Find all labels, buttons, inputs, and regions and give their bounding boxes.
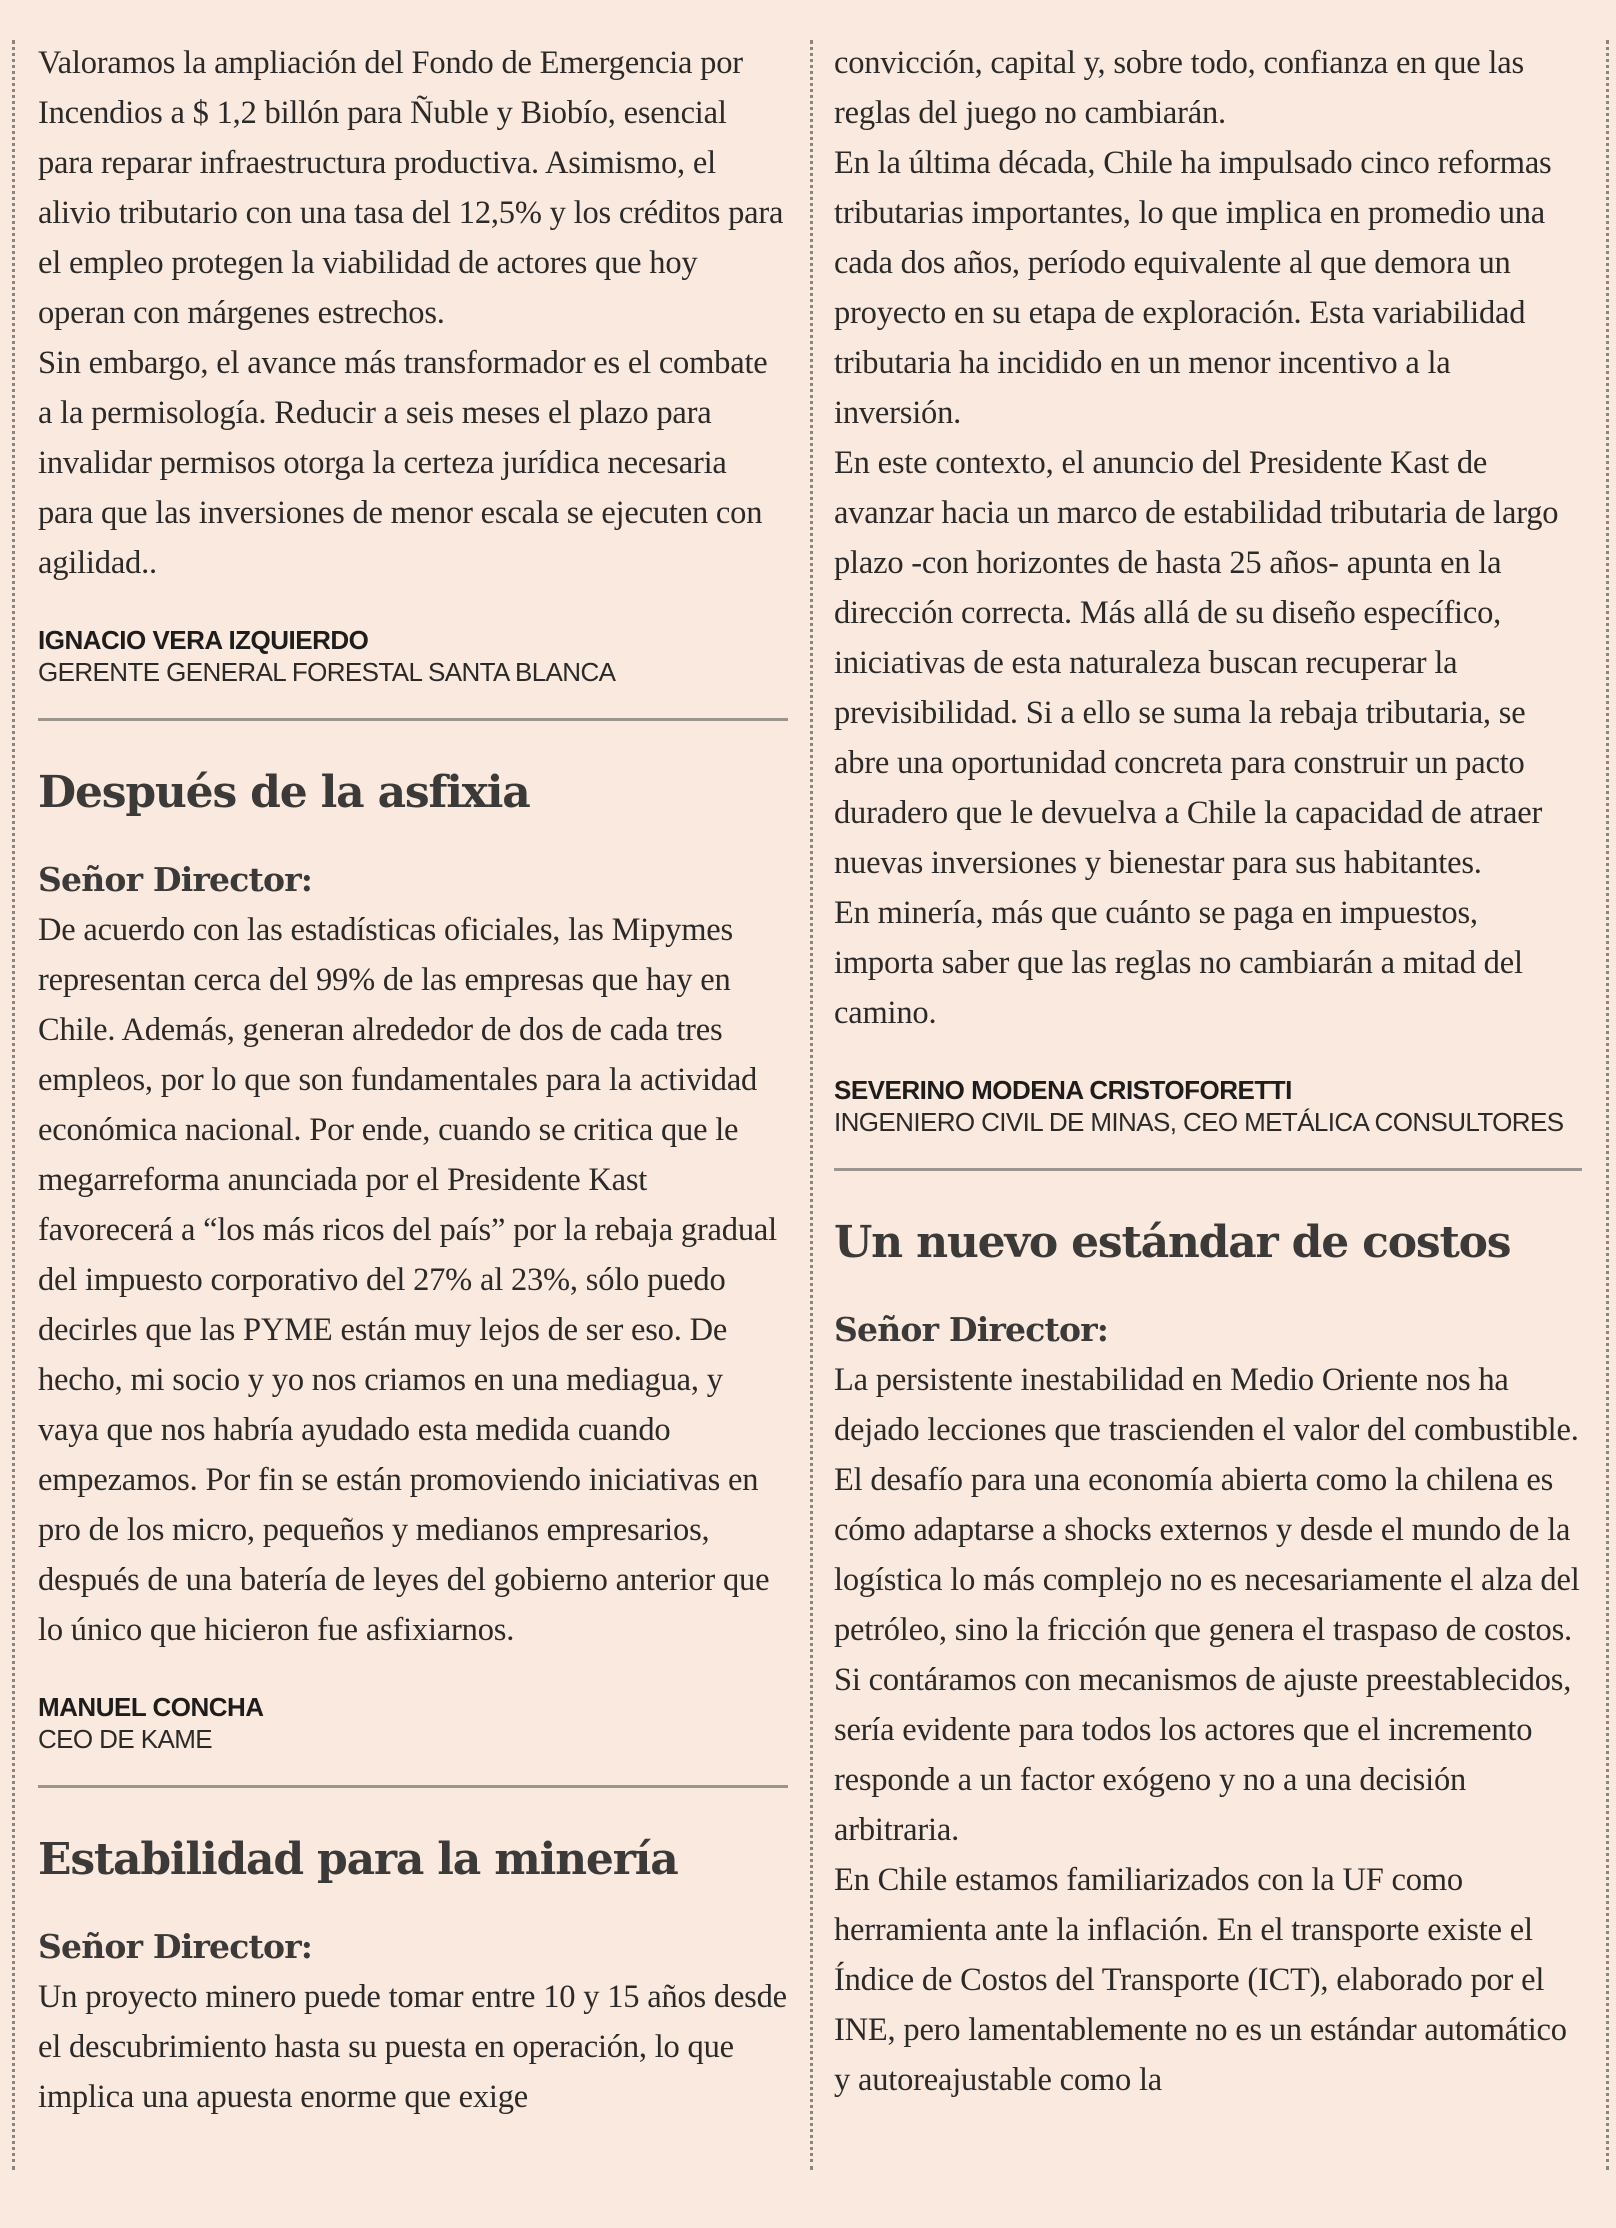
right-column	[834, 38, 1582, 2105]
letter-4-salutation: Señor Director:	[834, 1310, 1109, 1349]
letter-3-paragraph: En minería, más que cuánto se paga en impuestos, importa saber que las reglas no cambiarán a mitad del camino.	[834, 895, 1523, 1031]
author-role: INGENIERO CIVIL DE MINAS, CEO METÁLICA CONSULTORES	[834, 1107, 1564, 1137]
letter-4-title: Un nuevo estándar de costos	[834, 1217, 1511, 1268]
left-column	[38, 38, 788, 2122]
letter-1-paragraph: Sin embargo, el avance más transformador es el combate a la permisología. Reducir a seis meses el plazo para invalidar permisos otorga la certeza jurídica necesaria para que las inversiones de menor escala se ejecuten con agilidad..	[38, 345, 768, 581]
letter-2-title: Después de la asfixia	[38, 767, 530, 818]
section-divider	[38, 1785, 788, 1788]
letter-2-salutation: Señor Director:	[38, 860, 313, 899]
author-role: CEO DE KAME	[38, 1724, 212, 1754]
author-name: IGNACIO VERA IZQUIERDO	[38, 625, 369, 655]
author-role: GERENTE GENERAL FORESTAL SANTA BLANCA	[38, 657, 616, 687]
signature-block	[834, 1074, 1582, 1138]
section-divider	[834, 1168, 1582, 1171]
center-dotted-rule	[810, 40, 813, 2170]
letter-3-body: Un proyecto minero puede tomar entre 10 y 15 años desde el descubrimiento hasta su puesta en operación, lo que implica una apuesta enorme que exige	[38, 1979, 787, 2115]
letter-4-paragraph: En Chile estamos familiarizados con la UF como herramienta ante la inflación. En el transporte existe el Índice de Costos del Transporte (ICT), elaborado por el INE, pero lamentablemente no es un estándar automático y autoreajustable como la	[834, 1862, 1567, 2098]
author-name: SEVERINO MODENA CRISTOFORETTI	[834, 1075, 1292, 1105]
letter-3-paragraph: En este contexto, el anuncio del Presidente Kast de avanzar hacia un marco de estabilidad tributaria de largo plazo -con horizontes de hasta 25 años- apunta en la dirección correcta. Más allá de su diseño específico, iniciativas de esta naturaleza buscan recuperar la previsibilidad. Si a ello se suma la rebaja tributaria, se abre una oportunidad concreta para construir un pacto duradero que le devuelva a Chile la capacidad de atraer nuevas inversiones y bienestar para sus habitantes.	[834, 445, 1559, 881]
right-dotted-rule	[1606, 40, 1609, 2170]
left-dotted-rule	[12, 40, 15, 2170]
signature-block	[38, 1691, 788, 1755]
section-divider	[38, 718, 788, 721]
letter-3-paragraph: En la última década, Chile ha impulsado cinco reformas tributarias importantes, lo que implica en promedio una cada dos años, período equivalente al que demora un proyecto en su etapa de exploración. Esta variabilidad tributaria ha incidido en un menor incentivo a la inversión.	[834, 145, 1552, 431]
letter-4-paragraph: La persistente inestabilidad en Medio Oriente nos ha dejado lecciones que trascienden el valor del combustible. El desafío para una economía abierta como la chilena es cómo adaptarse a shocks externos y desde el mundo de la logística lo más complejo no es necesariamente el alza del petróleo, sino la fricción que genera el traspaso de costos.	[834, 1362, 1580, 1648]
signature-block	[38, 624, 788, 688]
letter-3-title: Estabilidad para la minería	[38, 1834, 678, 1885]
letter-4-paragraph: Si contáramos con mecanismos de ajuste preestablecidos, sería evidente para todos los actores que el incremento responde a un factor exógeno y no a una decisión arbitraria.	[834, 1662, 1572, 1848]
letter-3-salutation: Señor Director:	[38, 1927, 313, 1966]
letter-1-paragraph: Valoramos la ampliación del Fondo de Emergencia por Incendios a $ 1,2 billón para Ñuble y Biobío, esencial para reparar infraestructura productiva. Asimismo, el alivio tributario con una tasa del 12,5% y los créditos para el empleo protegen la viabilidad de actores que hoy operan con márgenes estrechos.	[38, 45, 784, 331]
letter-3-paragraph: convicción, capital y, sobre todo, confianza en que las reglas del juego no cambiarán.	[834, 45, 1524, 131]
author-name: MANUEL CONCHA	[38, 1692, 264, 1722]
letter-2-body: De acuerdo con las estadísticas oficiales, las Mipymes representan cerca del 99% de las empresas que hay en Chile. Además, generan alrededor de dos de cada tres empleos, por lo que son fundamentales para la actividad económica nacional. Por ende, cuando se critica que le megarreforma anunciada por el Presidente Kast favorecerá a “los más ricos del país” por la rebaja gradual del impuesto corporativo del 27% al 23%, sólo puedo decirles que las PYME están muy lejos de ser eso. De hecho, mi socio y yo nos criamos en una mediagua, y vaya que nos habría ayudado esta medida cuando empezamos. Por fin se están promoviendo iniciativas en pro de los micro, pequeños y medianos empresarios, después de una batería de leyes del gobierno anterior que lo único que hicieron fue asfixiarnos.	[38, 912, 777, 1648]
